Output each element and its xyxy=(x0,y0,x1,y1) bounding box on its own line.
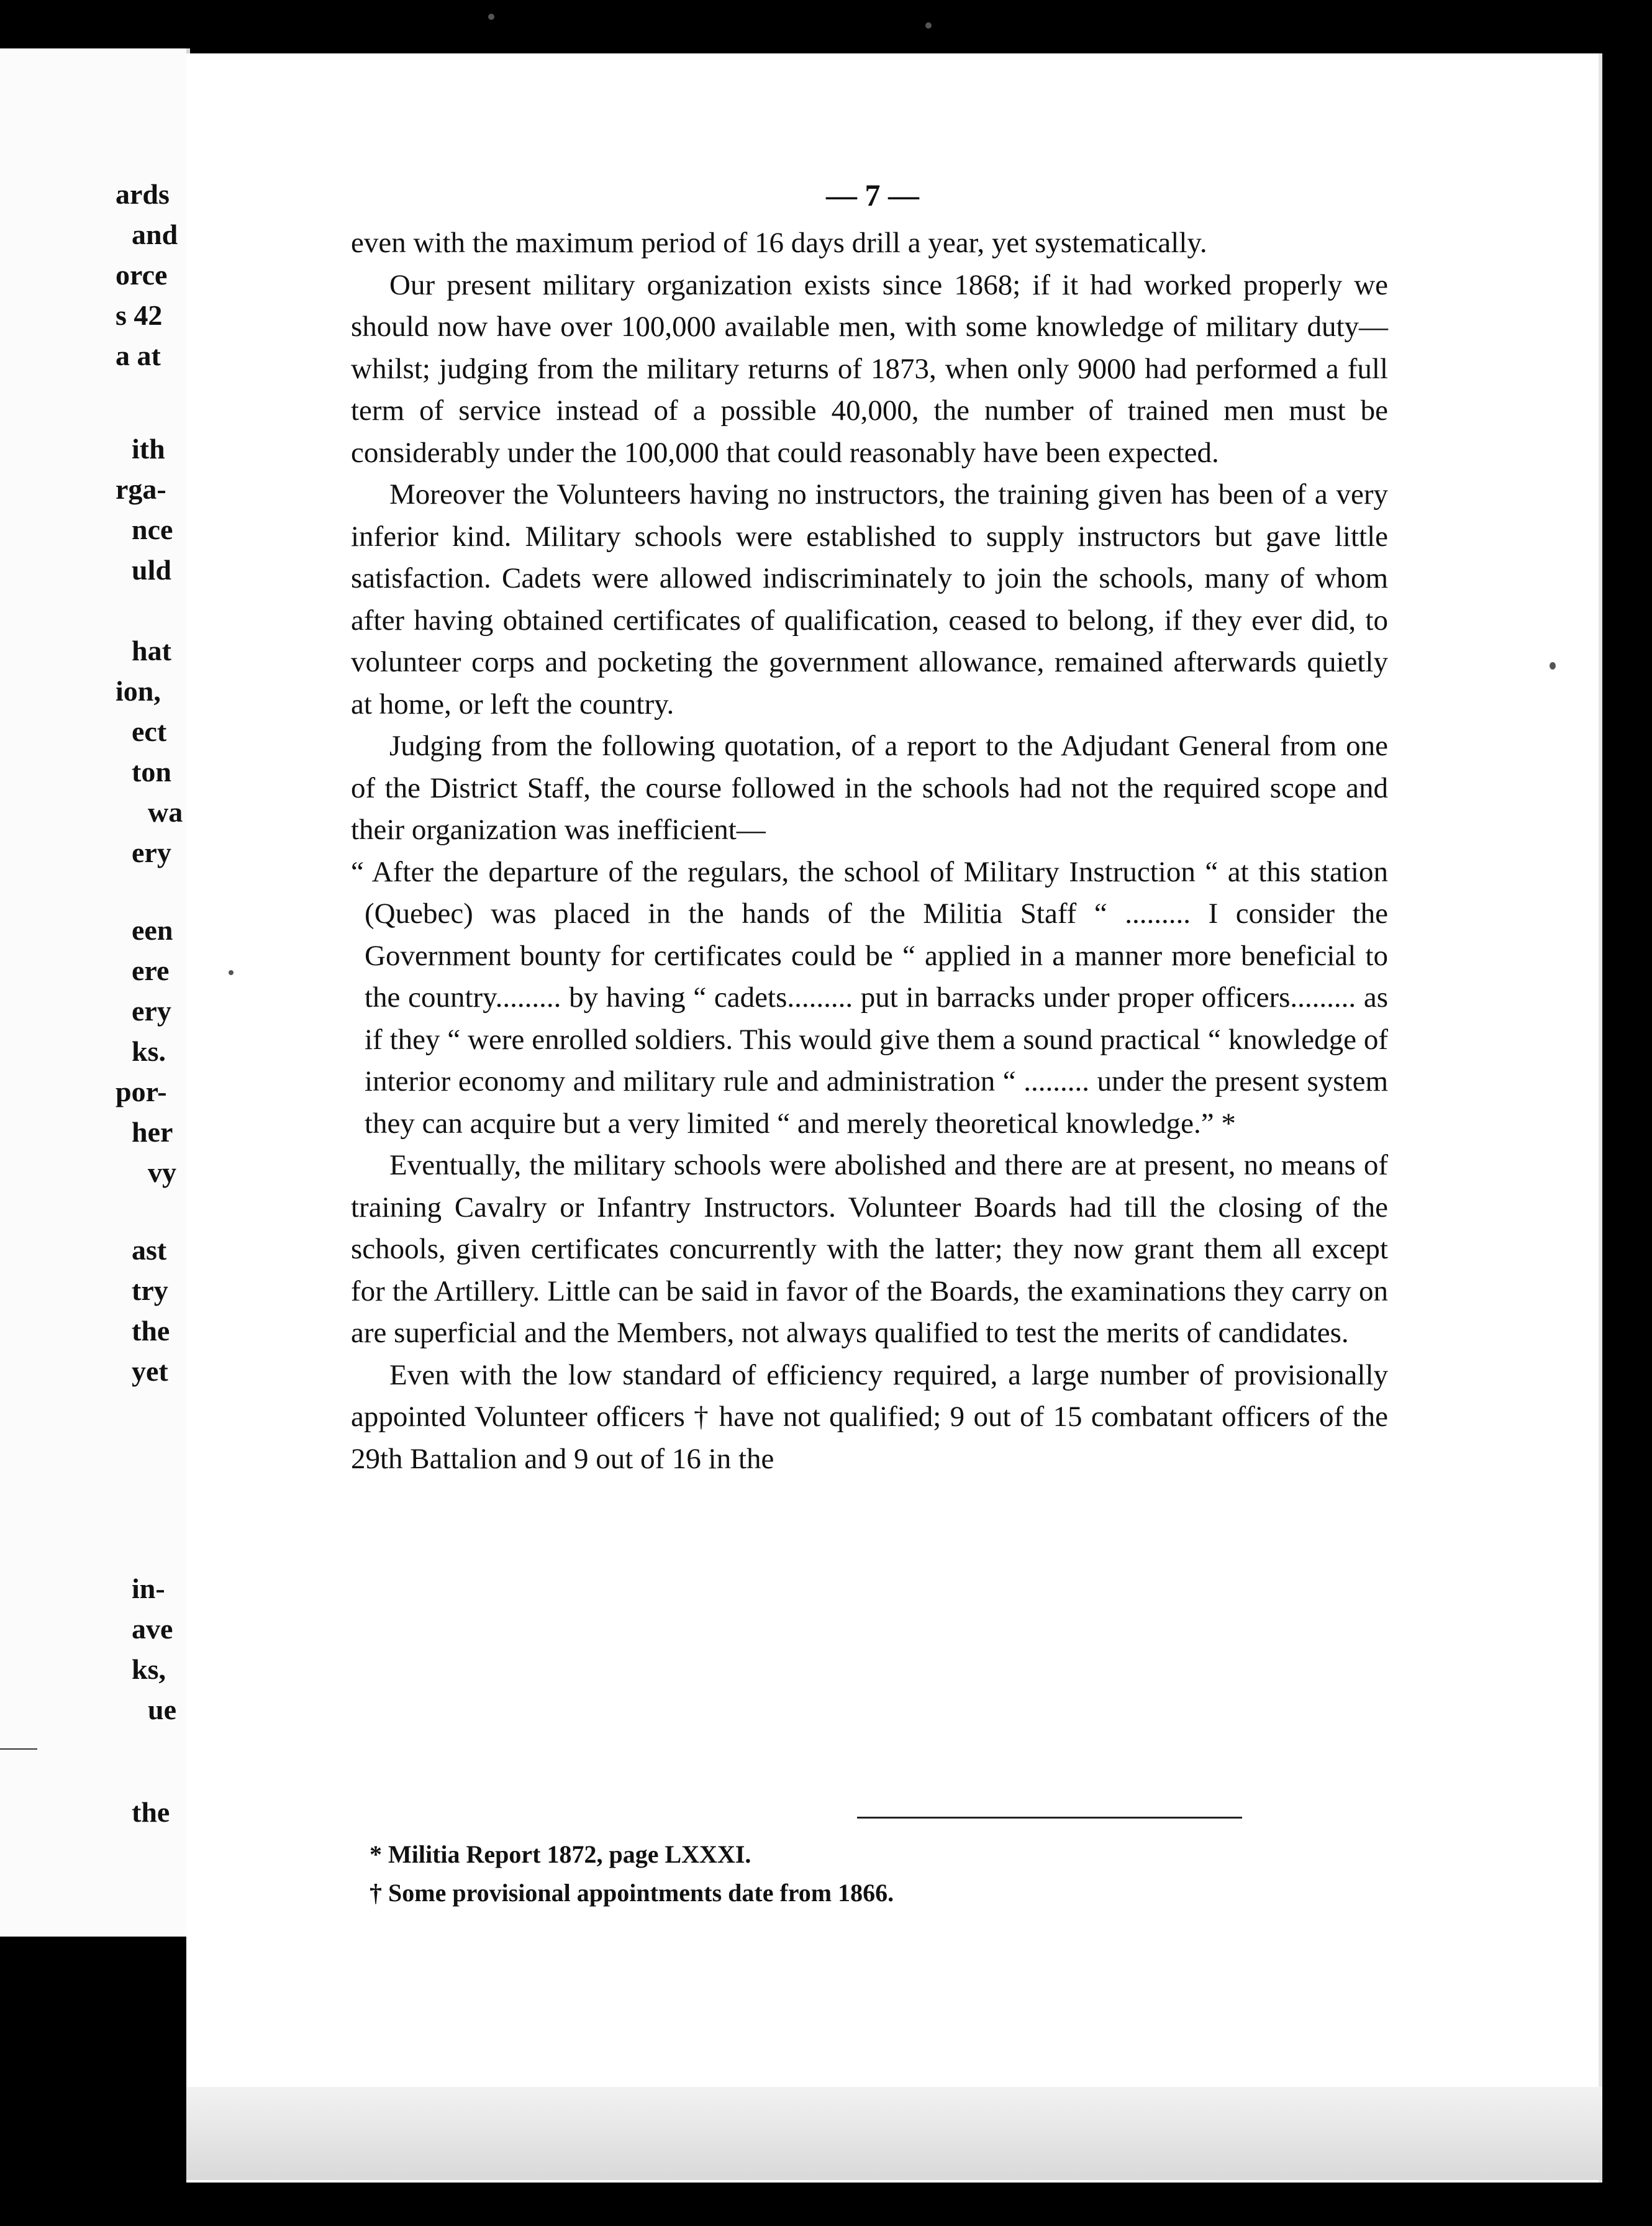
facing-page-text-fragment: s 42 xyxy=(116,299,163,331)
facing-page-text-fragment: ton xyxy=(132,756,171,788)
body-text xyxy=(351,222,1388,1480)
footnote: * Militia Report 1872, page LXXXI. xyxy=(370,1840,751,1868)
facing-page-text-fragment: ith xyxy=(132,433,165,465)
facing-page-text-fragment: vy xyxy=(148,1156,176,1188)
facing-page-text-fragment: ue xyxy=(148,1694,176,1725)
facing-page-text-fragment: orce xyxy=(116,259,168,291)
facing-page-text-fragment: yet xyxy=(132,1355,168,1387)
scan-speck xyxy=(1550,662,1556,670)
facing-page-text-fragment: her xyxy=(132,1116,173,1148)
facing-page-text-fragment: nce xyxy=(132,514,173,545)
facing-page-text-fragment: rga- xyxy=(116,473,166,505)
facing-page-text-fragment: ery xyxy=(132,995,171,1027)
facing-page-text-fragment: ere xyxy=(132,955,170,986)
facing-page-rule xyxy=(0,1748,37,1750)
paragraph: Even with the low standard of efficiency required, a large number of provisionally appointed Volunteer officers † have not qualified; 9 out of 15 combatant officers of the 29th Battalion and 9 out of 16 in the xyxy=(351,1358,1388,1475)
scan-speck xyxy=(925,22,932,29)
scan-speck xyxy=(488,14,494,20)
facing-page-text-fragment: a at xyxy=(116,340,161,371)
facing-page-text-fragment: por- xyxy=(116,1076,167,1107)
footnote: † Some provisional appointments date from 1866. xyxy=(370,1879,894,1907)
facing-page-text-fragment: een xyxy=(132,914,173,946)
facing-page-text-fragment: ards xyxy=(116,178,170,210)
paragraph: Eventually, the military schools were abolished and there are at present, no means of training Cavalry or Infantry Instructors. Volunteer Boards had till the closing of the schools, given certificates concurrently with the latter; they now grant them all except for the Artillery. Little can be said in favor of the Boards, the examinations they carry on are superficial and the Members, not always qualified to test the merits of candidates. xyxy=(351,1149,1388,1349)
facing-page-edge xyxy=(0,48,190,1937)
block-quote: “ After the departure of the regulars, the school of Military Instruction “ at this station (Quebec) was placed in the hands of the Militia Staff “ ......... I consider the Government bounty for certificates could be “ applied in a manner more beneficial to the country......... by having “ cadets......... put in barracks under proper officers......... as if they “ were enrolled soldiers. This would give them a sound practical “ knowledge of interior economy and military rule and administration “ ......... under the present system they can acquire but a very limited “ and merely theoretical knowledge.” * xyxy=(351,855,1388,1140)
facing-page-text-fragment: wa xyxy=(148,796,183,828)
paragraph: even with the maximum period of 16 days drill a year, yet systematically. xyxy=(351,227,1207,259)
facing-page-text-fragment: ks. xyxy=(132,1035,166,1067)
footnotes xyxy=(370,1835,1177,1912)
facing-page-text-fragment: and xyxy=(132,219,178,250)
facing-page-text-fragment: ave xyxy=(132,1613,173,1645)
paragraph: Judging from the following quotation, of a report to the Adjudant General from one of the District Staff, the course followed in the schools had not the required scope and their organization was inefficient— xyxy=(351,730,1388,846)
page-number: — 7 — xyxy=(826,178,919,212)
facing-page-text-fragment: the xyxy=(132,1315,170,1347)
scan-speck xyxy=(229,970,234,975)
facing-page-text-fragment: in- xyxy=(132,1573,165,1604)
facing-page-text-fragment: ks, xyxy=(132,1653,166,1685)
facing-page-text-fragment: try xyxy=(132,1274,168,1306)
facing-page-text-fragment: ect xyxy=(132,716,167,747)
facing-page-text-fragment: ery xyxy=(132,837,171,868)
facing-page-text-fragment: hat xyxy=(132,635,171,666)
paragraph: Moreover the Volunteers having no instructors, the training given has been of a very inferior kind. Military schools were established to supply instructors but gave little satisfaction. Cadets were allowed indiscriminately to join the schools, many of whom after having obtained certificates of qualification, ceased to belong, if they ever did, to volunteer corps and pocketing the government allowance, remained afterwards quietly at home, or left the country. xyxy=(351,478,1388,720)
facing-page-text-fragment: ast xyxy=(132,1234,167,1266)
page-bottom-edge xyxy=(186,2087,1602,2180)
facing-page-text-fragment: ion, xyxy=(116,675,161,707)
footnote-divider xyxy=(857,1817,1242,1819)
facing-page-text-fragment: the xyxy=(132,1796,170,1828)
paragraph: Our present military organization exists since 1868; if it had worked properly we should now have over 100,000 available men, with some knowledge of military duty— whilst; judging from the military returns of 1873, when only 9000 had performed a full term of service instead of a possible 40,000, the number of trained men must be considerably under the 100,000 that could reasonably have been expected. xyxy=(351,268,1388,469)
facing-page-text-fragment: uld xyxy=(132,554,171,586)
